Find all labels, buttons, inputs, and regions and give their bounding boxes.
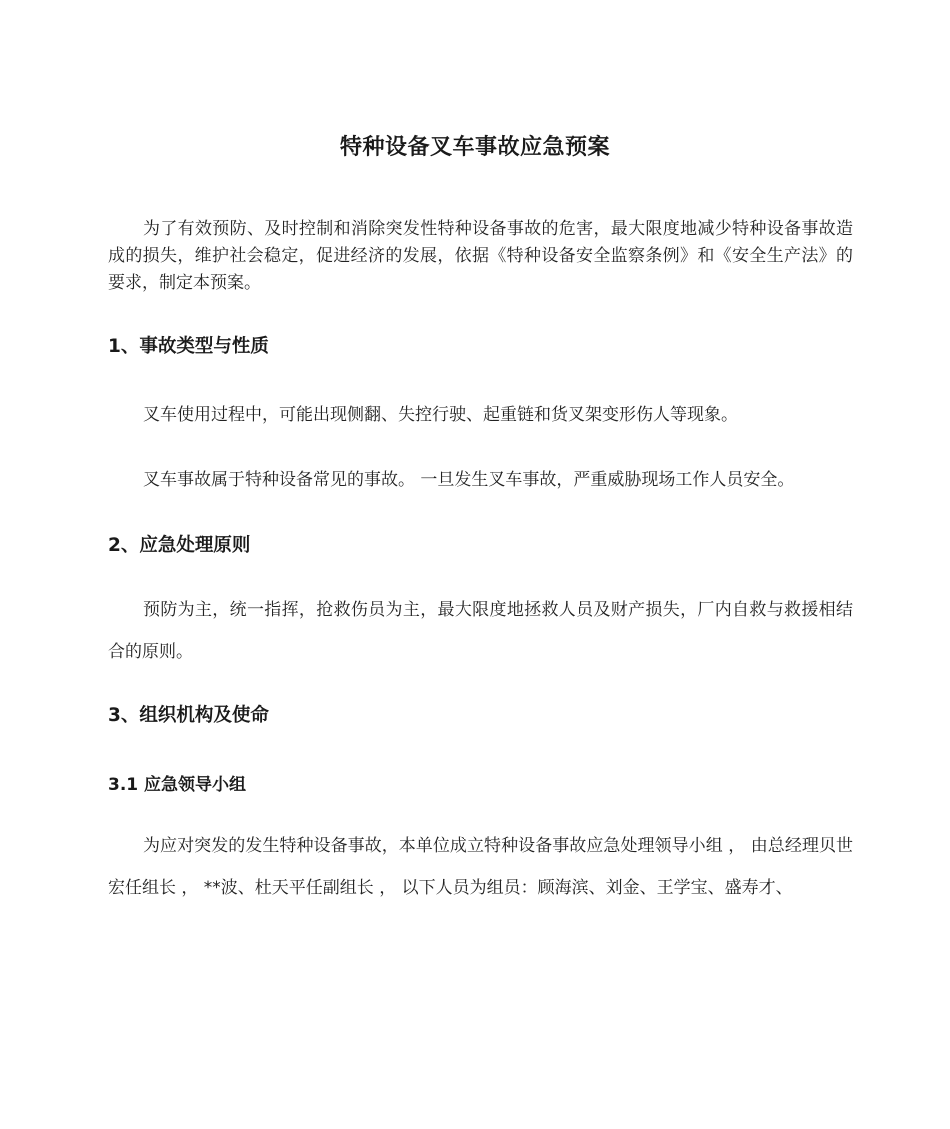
- section-1-paragraph-1: 叉车使用过程中，可能出现侧翻、失控行驶、起重链和货叉架变形伤人等现象。: [143, 405, 738, 425]
- subsection-3-1-paragraph-1: 为应对突发的发生特种设备事故，本单位成立特种设备事故应急处理领导小组 ， 由总经理贝世宏任组长 ， **波、杜天平任副组长 ， 以下人员为组员：顾海滨、刘金、王学宝、盛寿才、: [108, 836, 853, 898]
- section-1-paragraph-2: 叉车事故属于特种设备常见的事故。 一旦发生叉车事故，严重威胁现场工作人员安全。: [143, 470, 795, 490]
- section-heading-3: 3、组织机构及使命: [108, 705, 269, 726]
- section-heading-1: 1、事故类型与性质: [108, 336, 269, 357]
- document-title: 特种设备叉车事故应急预案: [339, 135, 610, 160]
- subsection-heading-3-1: 3.1 应急领导小组: [108, 775, 247, 795]
- intro-paragraph: 为了有效预防、及时控制和消除突发性特种设备事故的危害，最大限度地减少特种设备事故造成的损失，维护社会稳定，促进经济的发展，依据《特种设备安全监察条例》和《安全生产法》的要求，制定本预案。: [108, 219, 853, 293]
- section-heading-2: 2、应急处理原则: [108, 535, 251, 556]
- section-2-paragraph-1: 预防为主，统一指挥，抢救伤员为主，最大限度地拯救人员及财产损失，厂内自救与救援相结合的原则。: [108, 600, 853, 662]
